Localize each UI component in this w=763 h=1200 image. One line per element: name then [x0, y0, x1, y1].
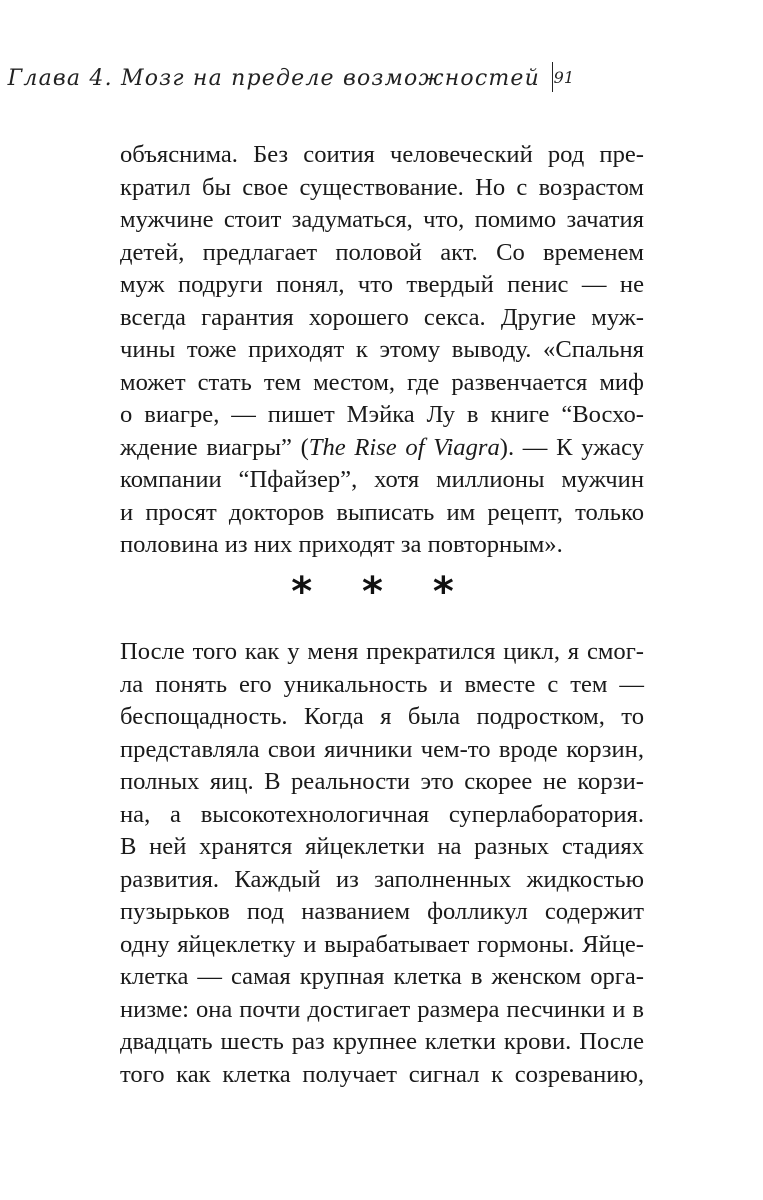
text-line: того как клетка получает сигнал к созреванию,	[120, 1060, 644, 1088]
text-line: полных яиц. В реальности это скорее не корзи-	[120, 768, 644, 795]
text-line-with-title	[120, 432, 644, 465]
text-line: развития. Каждый из заполненных жидкостью	[120, 865, 644, 893]
text-line: ла понять его уникальность и вместе с тем —	[120, 670, 644, 698]
text-fragment: ждение виагры” (	[120, 433, 309, 461]
text-line: может стать тем местом, где развенчается миф	[120, 368, 644, 396]
text-line: всегда гарантия хорошего секса. Другие муж-	[120, 303, 644, 331]
paragraph-continued	[120, 139, 644, 562]
paragraph-new-section	[120, 636, 644, 1091]
text-line: двадцать шесть раз крупнее клетки крови. После	[120, 1028, 644, 1055]
text-line: компании “Пфайзер”, хотя миллионы мужчин	[120, 466, 644, 493]
text-line: После того как у меня прекратился цикл, я смог-	[120, 638, 644, 665]
text-line: половина из них приходят за повторным».	[120, 531, 563, 558]
text-line: о виагре, — пишет Мэйка Лу в книге “Восхо-	[120, 401, 644, 428]
text-fragment: ). — К ужасу	[499, 433, 644, 461]
chapter-title: Глава 4. Мозг на пределе возможностей	[7, 66, 540, 91]
text-line: детей, предлагает половой акт. Со временем	[120, 238, 644, 266]
text-line: одну яйцеклетку и вырабатывает гормоны. Яйце-	[120, 930, 644, 958]
running-head	[7, 62, 660, 102]
page-number: 91	[553, 68, 574, 87]
text-line: представляла свои яичники чем-то вроде корзин,	[120, 735, 644, 763]
text-line: мужчине стоит задуматься, что, помимо зачатия	[120, 206, 644, 233]
text-line: объяснима. Без соития человеческий род пре-	[120, 141, 644, 168]
text-line: и просят докторов выписать им рецепт, только	[120, 498, 644, 526]
text-line: пузырьков под названием фолликул содержит	[120, 898, 644, 925]
text-line: В ней хранятся яйцеклетки на разных стадиях	[120, 833, 644, 860]
text-line: муж подруги понял, что твердый пенис — не	[120, 271, 644, 298]
book-title-italic: The Rise of Viagra	[308, 433, 500, 461]
section-separator: * * *	[291, 569, 472, 615]
text-line: на, а высокотехнологичная суперлаборатория.	[120, 800, 644, 828]
text-line: клетка — самая крупная клетка в женском орга-	[120, 963, 644, 990]
text-line: низме: она почти достигает размера песчинки и в	[120, 995, 644, 1023]
text-line: беспощадность. Когда я была подростком, то	[120, 703, 644, 730]
text-line: чины тоже приходят к этому выводу. «Спальня	[120, 336, 644, 363]
text-line: кратил бы свое существование. Но с возрастом	[120, 173, 644, 201]
